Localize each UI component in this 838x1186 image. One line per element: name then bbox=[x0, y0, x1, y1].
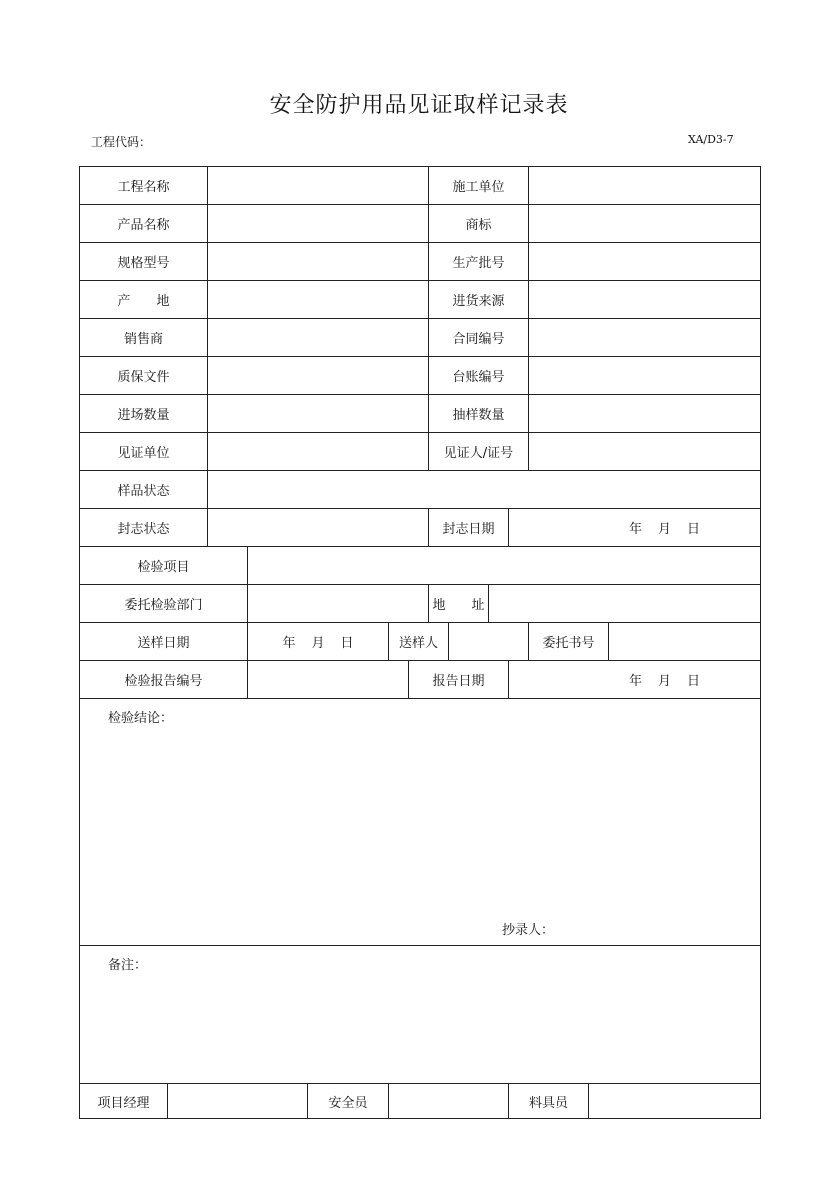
label-conclusion: 检验结论： bbox=[108, 711, 174, 726]
month-unit: 月 bbox=[657, 522, 671, 537]
ledger-no-field[interactable] bbox=[528, 356, 761, 395]
label-product-name: 产品名称 bbox=[79, 204, 208, 243]
spec-model-field[interactable] bbox=[207, 242, 429, 281]
label-entrusted-dept: 委托检验部门 bbox=[79, 584, 248, 623]
sender-field[interactable] bbox=[448, 622, 529, 661]
sample-quantity-field[interactable] bbox=[528, 394, 761, 433]
entry-quantity-field[interactable] bbox=[207, 394, 429, 433]
seal-date-field[interactable] bbox=[508, 508, 761, 547]
day-unit: 日 bbox=[687, 674, 701, 689]
year-unit: 年 bbox=[628, 674, 642, 689]
label-origin: 产 地 bbox=[79, 280, 208, 319]
entrusted-dept-field[interactable] bbox=[247, 584, 429, 623]
form-code: XA/D3-7 bbox=[688, 133, 734, 146]
label-entrust-no: 委托书号 bbox=[528, 622, 609, 661]
supply-source-field[interactable] bbox=[528, 280, 761, 319]
send-date-field[interactable] bbox=[247, 622, 389, 661]
entrust-no-field[interactable] bbox=[608, 622, 761, 661]
remarks-area[interactable] bbox=[79, 945, 761, 1084]
product-name-field[interactable] bbox=[207, 204, 429, 243]
label-ledger-no: 台账编号 bbox=[428, 356, 529, 395]
label-copier: 抄录人： bbox=[502, 923, 555, 938]
label-report-date: 报告日期 bbox=[408, 660, 509, 699]
label-contract-no: 合同编号 bbox=[428, 318, 529, 357]
label-sender: 送样人 bbox=[388, 622, 449, 661]
label-supply-source: 进货来源 bbox=[428, 280, 529, 319]
report-date-field[interactable] bbox=[508, 660, 761, 699]
witness-cert-field[interactable] bbox=[528, 432, 761, 471]
day-unit: 日 bbox=[340, 636, 354, 651]
label-witness-unit: 见证单位 bbox=[79, 432, 208, 471]
sample-state-field[interactable] bbox=[207, 470, 761, 509]
label-sample-state: 样品状态 bbox=[79, 470, 208, 509]
report-no-field[interactable] bbox=[247, 660, 409, 699]
witness-unit-field[interactable] bbox=[207, 432, 429, 471]
label-seller: 销售商 bbox=[79, 318, 208, 357]
project-code-label: 工程代码： bbox=[91, 135, 152, 149]
contract-no-field[interactable] bbox=[528, 318, 761, 357]
label-batch-no: 生产批号 bbox=[428, 242, 529, 281]
month-unit: 月 bbox=[311, 636, 325, 651]
seller-field[interactable] bbox=[207, 318, 429, 357]
label-entry-quantity: 进场数量 bbox=[79, 394, 208, 433]
day-unit: 日 bbox=[687, 522, 701, 537]
inspection-items-field[interactable] bbox=[247, 546, 761, 585]
label-witness-cert: 见证人/证号 bbox=[428, 432, 529, 471]
month-unit: 月 bbox=[657, 674, 671, 689]
year-unit: 年 bbox=[282, 636, 296, 651]
label-sample-quantity: 抽样数量 bbox=[428, 394, 529, 433]
project-manager-field[interactable] bbox=[167, 1083, 308, 1119]
quality-docs-field[interactable] bbox=[207, 356, 429, 395]
origin-field[interactable] bbox=[207, 280, 429, 319]
label-send-date: 送样日期 bbox=[79, 622, 248, 661]
label-remarks: 备注： bbox=[108, 958, 148, 973]
safety-officer-field[interactable] bbox=[388, 1083, 509, 1119]
label-construction-unit: 施工单位 bbox=[428, 166, 529, 205]
label-safety-officer: 安全员 bbox=[307, 1083, 389, 1119]
label-project-name: 工程名称 bbox=[79, 166, 208, 205]
label-seal-date: 封志日期 bbox=[428, 508, 509, 547]
project-name-field[interactable] bbox=[207, 166, 429, 205]
page-title: 安全防护用品见证取样记录表 bbox=[269, 93, 569, 118]
label-spec-model: 规格型号 bbox=[79, 242, 208, 281]
construction-unit-field[interactable] bbox=[528, 166, 761, 205]
seal-state-field[interactable] bbox=[207, 508, 429, 547]
label-report-no: 检验报告编号 bbox=[79, 660, 248, 699]
conclusion-area[interactable] bbox=[79, 698, 761, 946]
materials-officer-field[interactable] bbox=[588, 1083, 761, 1119]
label-project-manager: 项目经理 bbox=[79, 1083, 168, 1119]
brand-field[interactable] bbox=[528, 204, 761, 243]
label-seal-state: 封志状态 bbox=[79, 508, 208, 547]
batch-no-field[interactable] bbox=[528, 242, 761, 281]
label-inspection-items: 检验项目 bbox=[79, 546, 248, 585]
address-field[interactable] bbox=[488, 584, 761, 623]
label-address: 地 址 bbox=[428, 584, 489, 623]
label-materials-officer: 料具员 bbox=[508, 1083, 589, 1119]
year-unit: 年 bbox=[628, 522, 642, 537]
label-brand: 商标 bbox=[428, 204, 529, 243]
label-quality-docs: 质保文件 bbox=[79, 356, 208, 395]
